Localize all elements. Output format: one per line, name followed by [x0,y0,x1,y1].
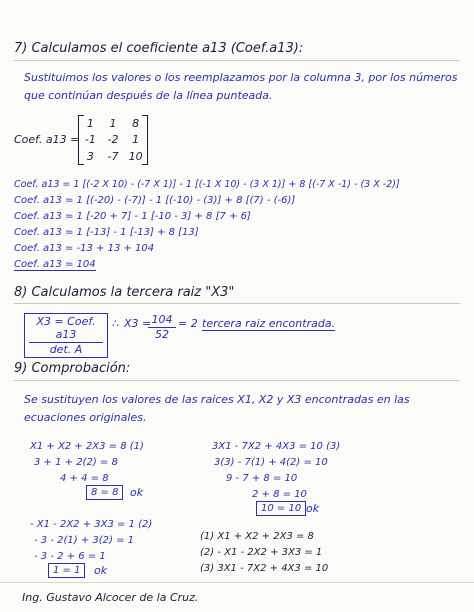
eq3-line-1: 3X1 - 7X2 + 4X3 = 10 (3) [212,441,341,452]
coef-step-4: Coef. a13 = 1 [-13] - 1 [-13] + 8 [13] [14,227,199,238]
section-9-instruction-line-2: ecuaciones originales. [24,411,147,424]
coef-step-1: Coef. a13 = 1 [(-2 X 10) - (-7 X 1)] - 1 [(-1 X 10) - (3 X 1)] + 8 [(-7 X -1) - (3 X -2)] [14,179,400,190]
x3-fraction [148,313,176,341]
matrix-cell: 1 [132,133,140,147]
eq2-line-2: - 3 - 2(1) + 3(2) = 1 [34,535,135,546]
section-7-instruction-line-2: que continúan después de la línea punteada. [24,89,273,102]
coef-result: Coef. a13 = 104 [14,259,96,270]
eq3-result: 10 = 10 [256,504,306,514]
x3-note: tercera raiz encontrada. [202,317,336,330]
matrix-cell: 1 [109,116,117,130]
ruled-line [14,303,460,304]
matrix-cell: -1 [84,133,96,147]
coef-label: Coef. a13 = [14,133,80,146]
author-signature: Ing. Gustavo Alcocer de la Cruz. [22,591,199,604]
coef-step-6 [14,260,96,270]
section-9-instruction-line-1: Se sustituyen los valores de las raices X1, X2 y X3 encontradas en las [24,393,410,406]
eq3-line-2: 3(3) - 7(1) + 4(2) = 10 [214,457,328,468]
eq2-result: 1 = 1 [48,566,85,576]
section-7-title: 7) Calculamos el coeficiente a13 (Coef.a13): [14,41,304,56]
eq3-ok: ok [306,502,320,515]
x3-formula-denominator: det. A [29,342,103,356]
coef-step-5: Coef. a13 = -13 + 13 + 104 [14,243,155,254]
matrix-cell: -2 [107,133,119,147]
section-7-instruction-line-1: Sustituimos los valores o los reemplazamos por la columna 3, por los números [24,71,458,84]
x3-denominator: 52 [148,327,176,341]
x3-formula-numerator: X3 = Coef. a13 [36,315,96,341]
matrix-cell: -7 [107,150,119,164]
section-9-title: 9) Comprobación: [14,361,131,376]
footer-divider [0,582,474,583]
coef-step-3: Coef. a13 = 1 [-20 + 7] - 1 [-10 - 3] + 8 [7 + 6] [14,211,251,222]
matrix-cell: 1 [86,116,94,130]
eq1-line-2: 3 + 1 + 2(2) = 8 [34,457,118,468]
x3-formula-box [24,313,108,358]
matrix-cell: 10 [128,150,143,164]
eq3-line-3: 9 - 7 + 8 = 10 [226,473,298,484]
original-eq-2: (2) - X1 - 2X2 + 3X3 = 1 [200,547,323,558]
eq1-line-3: 4 + 4 = 8 [60,473,109,484]
x3-numerator: 104 [151,313,173,326]
section-8-title: 8) Calculamos la tercera raiz "X3" [14,285,235,300]
original-eq-1: (1) X1 + X2 + 2X3 = 8 [200,531,314,542]
eq1-result: 8 = 8 [86,488,123,498]
coef-step-2: Coef. a13 = 1 [(-20) - (-7)] - 1 [(-10) - (3)] + 8 [(7) - (-6)] [14,195,296,206]
ruled-line [14,380,460,381]
original-eq-3: (3) 3X1 - 7X2 + 4X3 = 10 [200,563,329,574]
x3-result: = 2 [178,317,198,330]
ruled-line [14,60,460,61]
eq2-line-1: - X1 - 2X2 + 3X3 = 1 (2) [30,519,153,530]
x3-equals: X3 = [124,317,152,330]
eq2-line-3: - 3 - 2 + 6 = 1 [34,551,106,562]
matrix-cell: 8 [132,116,140,130]
determinant-matrix [78,115,148,165]
eq1-line-1: X1 + X2 + 2X3 = 8 (1) [30,441,144,452]
eq1-ok: ok [130,486,144,499]
eq2-ok: ok [94,564,108,577]
matrix-cell: 3 [86,150,94,164]
therefore-symbol: ∴ [112,317,119,330]
eq3-line-4: 2 + 8 = 10 [252,489,307,500]
